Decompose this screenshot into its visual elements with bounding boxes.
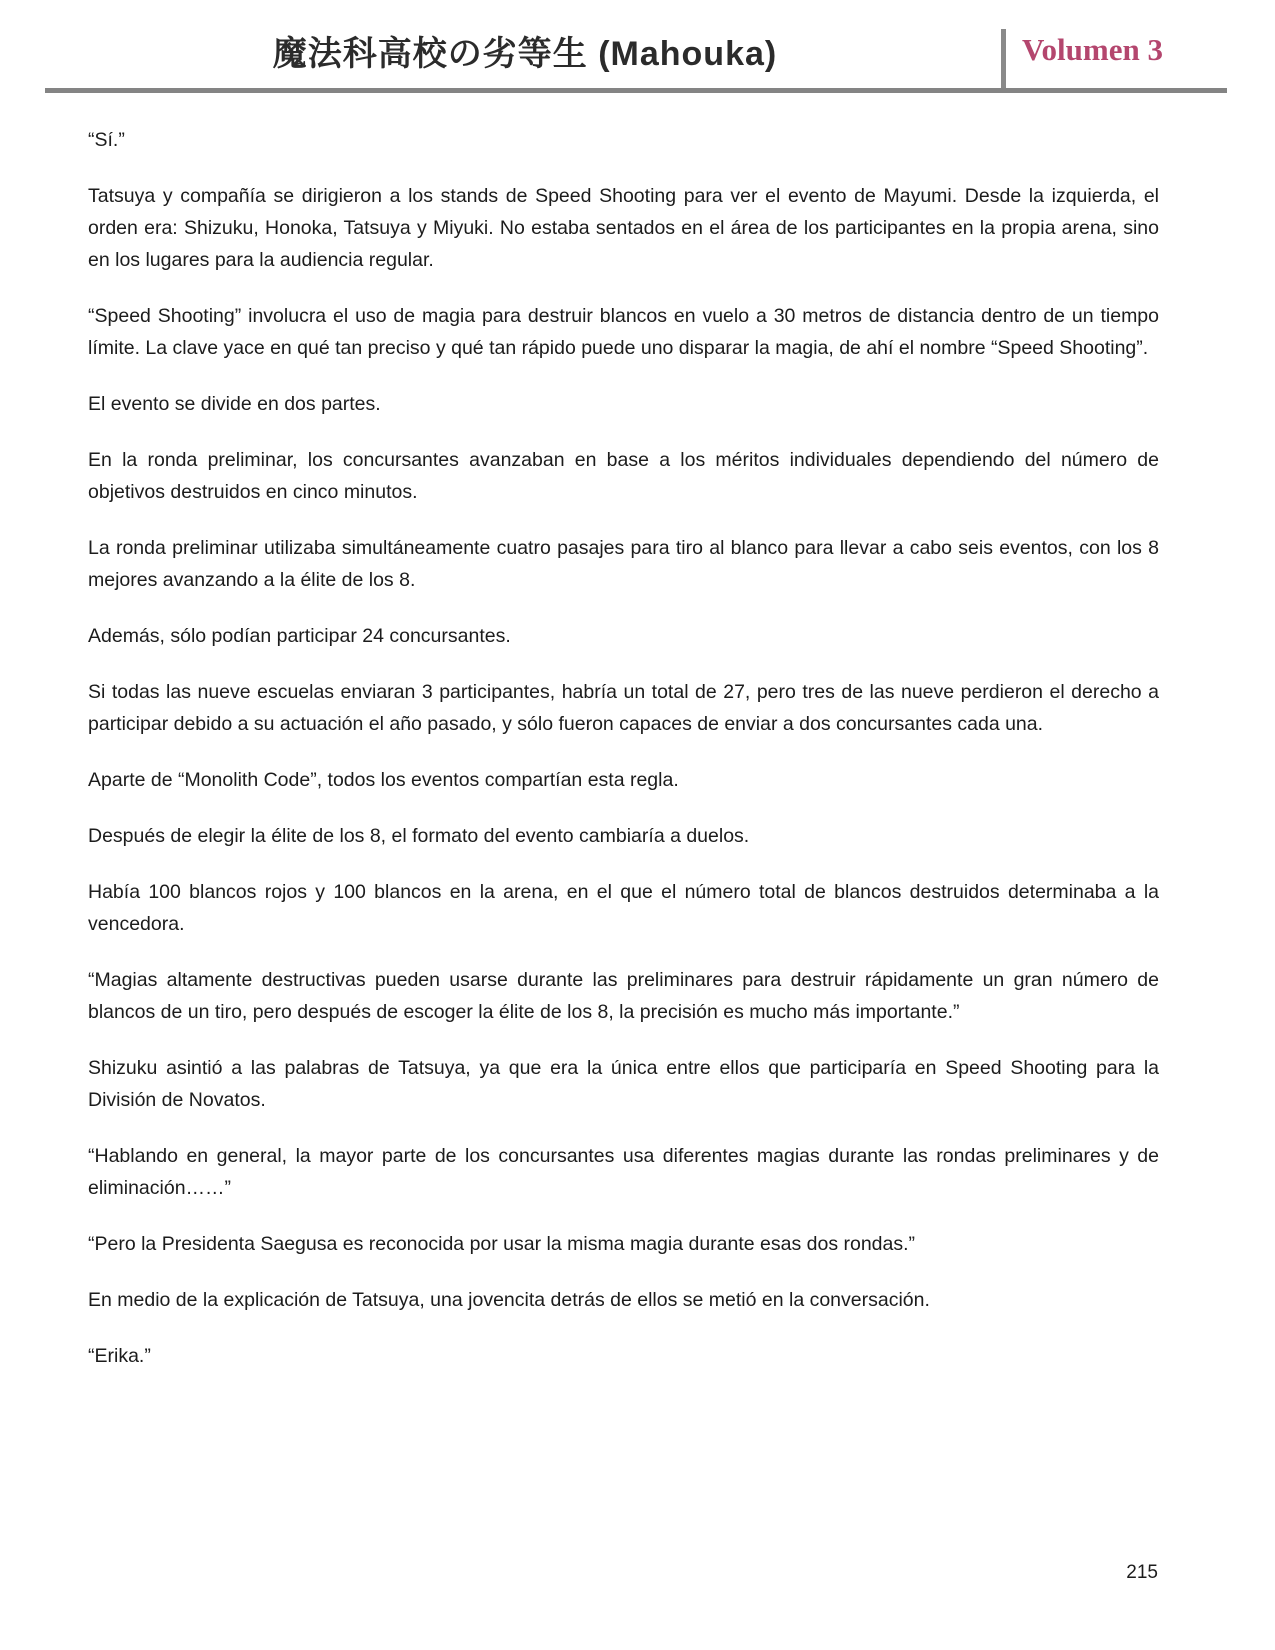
paragraph: En la ronda preliminar, los concursantes avanzaban en base a los méritos individuales dependiendo del número de objetivos destruidos en cinco minutos. xyxy=(88,449,1159,503)
paragraph: “Magias altamente destructivas pueden usarse durante las preliminares para destruir rápidamente un gran número de blancos de un tiro, pero después de escoger la élite de los 8, la precisión es mucho más importante.” xyxy=(88,969,1159,1023)
paragraph: “Sí.” xyxy=(88,129,125,151)
paragraph: Además, sólo podían participar 24 concursantes. xyxy=(88,625,511,647)
paragraph: Aparte de “Monolith Code”, todos los eventos compartían esta regla. xyxy=(88,769,679,791)
volume-label: Volumen 3 xyxy=(1022,32,1163,67)
paragraph: “Pero la Presidenta Saegusa es reconocida por usar la misma magia durante esas dos rondas.” xyxy=(88,1233,916,1255)
paragraph: En medio de la explicación de Tatsuya, una jovencita detrás de ellos se metió en la conversación. xyxy=(88,1289,930,1311)
paragraph: “Hablando en general, la mayor parte de los concursantes usa diferentes magias durante las rondas preliminares y de eliminación……” xyxy=(88,1145,1159,1199)
paragraph: Tatsuya y compañía se dirigieron a los stands de Speed Shooting para ver el evento de Mayumi. Desde la izquierda, el orden era: Shizuku, Honoka, Tatsuya y Miyuki. No estaba sentados en el área de los participantes en la propia arena, sino en los lugares para la audiencia regular. xyxy=(88,185,1159,271)
paragraph: “Speed Shooting” involucra el uso de magia para destruir blancos en vuelo a 30 metros de distancia dentro de un tiempo límite. La clave yace en qué tan preciso y qué tan rápido puede uno disparar la magia, de ahí el nombre “Speed Shooting”. xyxy=(88,305,1159,359)
paragraph: Si todas las nueve escuelas enviaran 3 participantes, habría un total de 27, pero tres de las nueve perdieron el derecho a participar debido a su actuación el año pasado, y sólo fueron capaces de enviar a dos concursantes cada una. xyxy=(88,681,1159,735)
page-number: 215 xyxy=(1126,1562,1158,1583)
paragraph: “Erika.” xyxy=(88,1345,151,1367)
page-header-title: 魔法科高校の劣等生 (Mahouka) xyxy=(272,35,778,73)
header-horizontal-rule xyxy=(45,88,1227,93)
paragraph: Después de elegir la élite de los 8, el formato del evento cambiaría a duelos. xyxy=(88,825,750,847)
paragraph: La ronda preliminar utilizaba simultáneamente cuatro pasajes para tiro al blanco para llevar a cabo seis eventos, con los 8 mejores avanzando a la élite de los 8. xyxy=(88,537,1159,591)
header-vertical-divider xyxy=(1001,29,1006,93)
paragraph: El evento se divide en dos partes. xyxy=(88,393,381,415)
paragraph: Había 100 blancos rojos y 100 blancos en la arena, en el que el número total de blancos destruidos determinaba a la vencedora. xyxy=(88,881,1159,935)
body-text xyxy=(88,124,1159,1396)
paragraph: Shizuku asintió a las palabras de Tatsuya, ya que era la única entre ellos que participaría en Speed Shooting para la División de Novatos. xyxy=(88,1057,1159,1111)
